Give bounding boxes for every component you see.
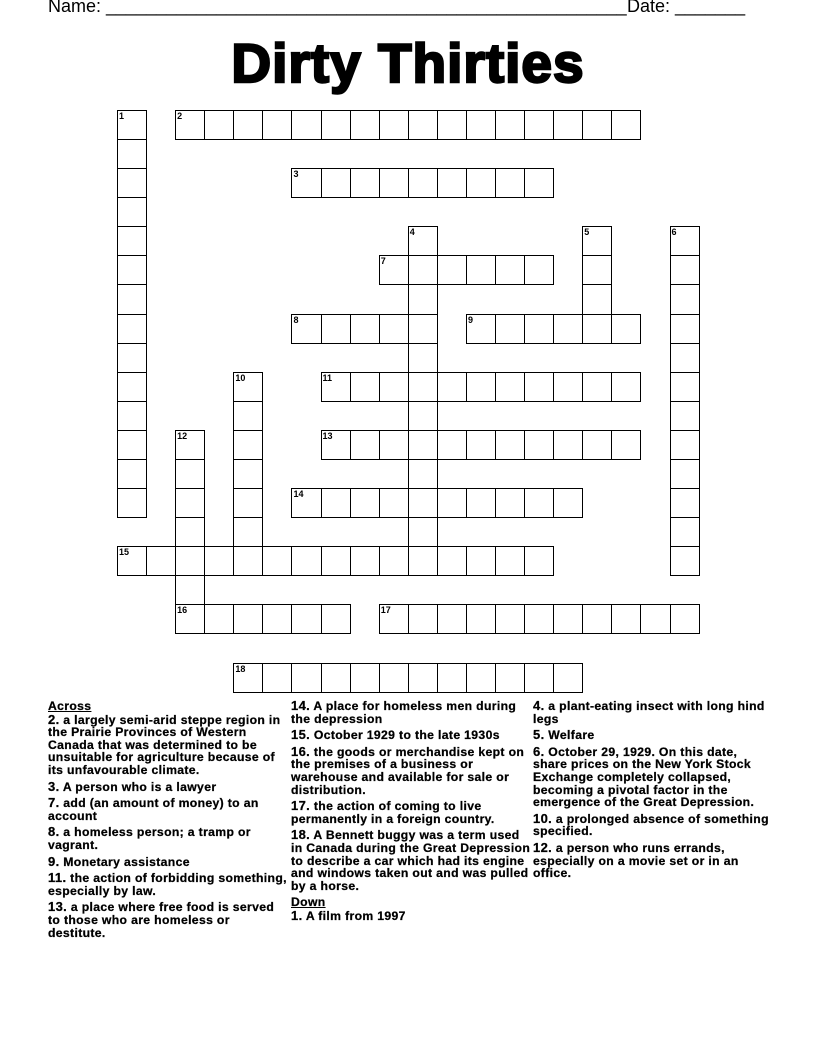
clue-across-13: 13. a place where free food is served to those who are homeless or destitute. xyxy=(48,899,275,940)
grid-cell[interactable] xyxy=(291,314,321,344)
grid-cell[interactable] xyxy=(350,663,380,693)
grid-cell[interactable] xyxy=(379,663,409,693)
grid-cell[interactable] xyxy=(233,401,263,431)
grid-cell[interactable] xyxy=(321,488,351,518)
grid-cell[interactable] xyxy=(611,372,641,402)
grid-cell[interactable] xyxy=(524,430,554,460)
grid-cell[interactable] xyxy=(495,663,525,693)
grid-cell[interactable] xyxy=(466,604,496,634)
grid-cell[interactable] xyxy=(670,284,700,314)
grid-cell[interactable] xyxy=(524,110,554,140)
grid-cell[interactable] xyxy=(670,430,700,460)
grid-cell[interactable] xyxy=(582,372,612,402)
grid-cell[interactable] xyxy=(379,604,409,634)
grid-cell[interactable] xyxy=(408,430,438,460)
grid-cell[interactable] xyxy=(466,255,496,285)
name-field[interactable] xyxy=(48,0,627,17)
clue-across-16: 16. the goods or merchandise kept on the premises of a business or warehouse and available for sale or distribution. xyxy=(291,743,525,797)
grid-cell[interactable] xyxy=(117,488,147,518)
grid-cell[interactable] xyxy=(321,314,351,344)
grid-cell[interactable] xyxy=(408,314,438,344)
grid-cell[interactable] xyxy=(117,314,147,344)
grid-cell[interactable] xyxy=(117,343,147,373)
clue-number: 15 xyxy=(119,547,130,558)
grid-cell[interactable] xyxy=(379,314,409,344)
grid-cell[interactable] xyxy=(262,110,292,140)
clue-number: 3 xyxy=(293,169,299,180)
grid-cell[interactable] xyxy=(350,546,380,576)
grid-cell[interactable] xyxy=(670,604,700,634)
grid-cell[interactable] xyxy=(146,546,176,576)
grid-cell[interactable] xyxy=(611,430,641,460)
grid-cell[interactable] xyxy=(670,459,700,489)
grid-cell[interactable] xyxy=(233,488,263,518)
grid-cell[interactable] xyxy=(495,110,525,140)
grid-cell[interactable] xyxy=(495,168,525,198)
grid-cell[interactable] xyxy=(321,110,351,140)
clue-number: 14 xyxy=(293,489,304,500)
grid-cell[interactable] xyxy=(437,604,467,634)
crossword-grid xyxy=(117,110,699,692)
grid-cell[interactable] xyxy=(291,663,321,693)
grid-cell[interactable] xyxy=(466,110,496,140)
clue-number: 13 xyxy=(322,430,333,441)
grid-cell[interactable] xyxy=(262,663,292,693)
clue-across-15: 15. October 1929 to the late 1930s xyxy=(291,727,500,743)
clue-down-5: 5. Welfare xyxy=(533,727,595,743)
grid-cell[interactable] xyxy=(437,255,467,285)
grid-cell[interactable] xyxy=(117,226,147,256)
grid-cell[interactable] xyxy=(524,168,554,198)
grid-cell[interactable] xyxy=(582,226,612,256)
grid-cell[interactable] xyxy=(495,488,525,518)
grid-cell[interactable] xyxy=(291,488,321,518)
grid-cell[interactable] xyxy=(524,372,554,402)
grid-cell[interactable] xyxy=(175,546,205,576)
grid-cell[interactable] xyxy=(291,110,321,140)
clue-number: 6 xyxy=(671,227,677,238)
grid-cell[interactable] xyxy=(670,372,700,402)
clue-across-7: 7. add (an amount of money) to an account xyxy=(48,795,259,823)
clue-number: 7 xyxy=(380,256,386,267)
grid-cell[interactable] xyxy=(117,430,147,460)
clue-number: 11 xyxy=(322,372,333,383)
clues-column-3 xyxy=(533,700,773,884)
grid-cell[interactable] xyxy=(379,168,409,198)
grid-cell[interactable] xyxy=(117,168,147,198)
grid-cell[interactable] xyxy=(437,488,467,518)
grid-cell[interactable] xyxy=(466,488,496,518)
grid-cell[interactable] xyxy=(379,488,409,518)
grid-cell[interactable] xyxy=(175,459,205,489)
grid-cell[interactable] xyxy=(204,110,234,140)
grid-cell[interactable] xyxy=(495,604,525,634)
grid-cell[interactable] xyxy=(524,663,554,693)
grid-cell[interactable] xyxy=(553,110,583,140)
grid-cell[interactable] xyxy=(640,604,670,634)
grid-cell[interactable] xyxy=(117,401,147,431)
grid-cell[interactable] xyxy=(233,372,263,402)
grid-cell[interactable] xyxy=(437,110,467,140)
grid-cell[interactable] xyxy=(291,168,321,198)
clue-number: 12 xyxy=(177,430,188,441)
grid-cell[interactable] xyxy=(466,168,496,198)
grid-cell[interactable] xyxy=(670,517,700,547)
clue-across-17: 17. the action of coming to live permanently in a foreign country. xyxy=(291,798,495,826)
grid-cell[interactable] xyxy=(408,343,438,373)
clue-number: 16 xyxy=(177,605,188,616)
clue-number: 8 xyxy=(293,314,299,325)
clue-number: 17 xyxy=(380,605,391,616)
grid-cell[interactable] xyxy=(582,110,612,140)
grid-cell[interactable] xyxy=(379,430,409,460)
clue-across-14: 14. A place for homeless men during the depression xyxy=(291,698,517,726)
grid-cell[interactable] xyxy=(670,314,700,344)
clue-down-12: 12. a person who runs errands, especially on a movie set or in an office. xyxy=(533,839,739,881)
grid-cell[interactable] xyxy=(379,110,409,140)
grid-cell[interactable] xyxy=(408,663,438,693)
grid-cell[interactable] xyxy=(233,604,263,634)
grid-cell[interactable] xyxy=(437,372,467,402)
grid-cell[interactable] xyxy=(117,284,147,314)
clue-across-8: 8. a homeless person; a tramp or vagrant. xyxy=(48,824,251,852)
grid-cell[interactable] xyxy=(582,604,612,634)
grid-cell[interactable] xyxy=(291,604,321,634)
grid-cell[interactable] xyxy=(466,372,496,402)
grid-cell[interactable] xyxy=(495,372,525,402)
clue-number: 2 xyxy=(177,111,183,121)
grid-cell[interactable] xyxy=(175,575,205,605)
grid-cell[interactable] xyxy=(670,226,700,256)
grid-cell[interactable] xyxy=(233,517,263,547)
grid-cell[interactable] xyxy=(553,372,583,402)
grid-cell[interactable] xyxy=(582,255,612,285)
date-line[interactable]: _______ xyxy=(675,0,746,16)
clue-across-2: 2. a largely semi-arid steppe region in the Prairie Provinces of Western Canada that was determined to be unsuitable for agriculture because of its unfavourable climate. xyxy=(48,711,281,777)
grid-cell[interactable] xyxy=(495,314,525,344)
grid-cell[interactable] xyxy=(117,546,147,576)
grid-cell[interactable] xyxy=(437,168,467,198)
grid-cell[interactable] xyxy=(262,604,292,634)
grid-cell[interactable] xyxy=(408,488,438,518)
grid-cell[interactable] xyxy=(233,110,263,140)
grid-cell[interactable] xyxy=(466,546,496,576)
clue-number: 5 xyxy=(584,227,590,238)
grid-cell[interactable] xyxy=(408,255,438,285)
clues-column-2 xyxy=(291,700,531,927)
grid-cell[interactable] xyxy=(350,488,380,518)
grid-cell[interactable] xyxy=(204,546,234,576)
clue-number: 10 xyxy=(235,372,246,383)
grid-cell[interactable] xyxy=(670,343,700,373)
grid-cell[interactable] xyxy=(437,663,467,693)
grid-cell[interactable] xyxy=(204,604,234,634)
grid-cell[interactable] xyxy=(524,255,554,285)
clue-number: 1 xyxy=(119,111,125,121)
grid-cell[interactable] xyxy=(524,546,554,576)
grid-cell[interactable] xyxy=(611,314,641,344)
grid-cell[interactable] xyxy=(582,284,612,314)
clue-across-11: 11. the action of forbidding something, especially by law. xyxy=(48,870,287,898)
grid-cell[interactable] xyxy=(670,546,700,576)
grid-cell[interactable] xyxy=(233,546,263,576)
grid-cell[interactable] xyxy=(350,372,380,402)
grid-cell[interactable] xyxy=(321,604,351,634)
grid-cell[interactable] xyxy=(670,255,700,285)
grid-cell[interactable] xyxy=(553,663,583,693)
grid-cell[interactable] xyxy=(553,604,583,634)
grid-cell[interactable] xyxy=(175,488,205,518)
grid-cell[interactable] xyxy=(611,110,641,140)
grid-cell[interactable] xyxy=(350,168,380,198)
grid-cell[interactable] xyxy=(553,314,583,344)
grid-cell[interactable] xyxy=(582,314,612,344)
grid-cell[interactable] xyxy=(379,255,409,285)
grid-cell[interactable] xyxy=(321,546,351,576)
grid-cell[interactable] xyxy=(408,546,438,576)
grid-cell[interactable] xyxy=(524,604,554,634)
name-line[interactable]: ____________________________________________________ xyxy=(106,0,627,16)
clue-number: 9 xyxy=(467,314,473,325)
grid-cell[interactable] xyxy=(350,110,380,140)
grid-cell[interactable] xyxy=(466,314,496,344)
grid-cell[interactable] xyxy=(408,459,438,489)
across-heading: Across xyxy=(48,699,92,713)
clue-across-18: 18. A Bennett buggy was a term used in Canada during the Great Depression to describe a car which had its engine and windows taken out and was pulled by a horse. xyxy=(291,827,531,893)
grid-cell[interactable] xyxy=(321,663,351,693)
grid-cell[interactable] xyxy=(408,401,438,431)
grid-cell[interactable] xyxy=(262,546,292,576)
page-title: Dirty Thirties xyxy=(231,32,585,94)
grid-cell[interactable] xyxy=(379,546,409,576)
grid-cell[interactable] xyxy=(175,604,205,634)
grid-cell[interactable] xyxy=(495,546,525,576)
grid-cell[interactable] xyxy=(553,488,583,518)
clue-number: 4 xyxy=(409,227,415,238)
date-field[interactable] xyxy=(627,0,745,17)
grid-cell[interactable] xyxy=(408,372,438,402)
grid-cell[interactable] xyxy=(117,372,147,402)
grid-cell[interactable] xyxy=(350,430,380,460)
grid-cell[interactable] xyxy=(233,430,263,460)
grid-cell[interactable] xyxy=(117,459,147,489)
grid-cell[interactable] xyxy=(175,110,205,140)
grid-cell[interactable] xyxy=(524,488,554,518)
grid-cell[interactable] xyxy=(582,430,612,460)
grid-cell[interactable] xyxy=(117,110,147,140)
grid-cell[interactable] xyxy=(175,517,205,547)
grid-cell[interactable] xyxy=(408,517,438,547)
grid-cell[interactable] xyxy=(117,139,147,169)
grid-cell[interactable] xyxy=(408,284,438,314)
grid-cell[interactable] xyxy=(495,430,525,460)
grid-cell[interactable] xyxy=(117,255,147,285)
clues-column-1 xyxy=(48,700,288,943)
grid-cell[interactable] xyxy=(495,255,525,285)
clue-across-3: 3. A person who is a lawyer xyxy=(48,778,217,794)
name-label: Name: xyxy=(48,0,102,16)
grid-cell[interactable] xyxy=(350,314,380,344)
grid-cell[interactable] xyxy=(233,459,263,489)
grid-cell[interactable] xyxy=(670,488,700,518)
grid-cell[interactable] xyxy=(408,226,438,256)
grid-cell[interactable] xyxy=(291,546,321,576)
grid-cell[interactable] xyxy=(321,372,351,402)
date-label: Date: xyxy=(627,0,671,16)
grid-cell[interactable] xyxy=(466,663,496,693)
clue-down-1: 1. A film from 1997 xyxy=(291,907,406,923)
grid-cell[interactable] xyxy=(611,604,641,634)
clue-down-6: 6. October 29, 1929. On this date, share prices on the New York Stock Exchange completely collapsed, becoming a pivotal factor in the emergence of the Great Depression. xyxy=(533,743,755,810)
grid-cell[interactable] xyxy=(233,663,263,693)
grid-cell[interactable] xyxy=(321,168,351,198)
grid-cell[interactable] xyxy=(408,604,438,634)
grid-cell[interactable] xyxy=(379,372,409,402)
grid-cell[interactable] xyxy=(175,430,205,460)
grid-cell[interactable] xyxy=(553,430,583,460)
clue-number: 18 xyxy=(235,663,246,674)
grid-cell[interactable] xyxy=(670,401,700,431)
grid-cell[interactable] xyxy=(466,430,496,460)
grid-cell[interactable] xyxy=(437,430,467,460)
grid-cell[interactable] xyxy=(408,168,438,198)
grid-cell[interactable] xyxy=(117,197,147,227)
clue-down-10: 10. a prolonged absence of something specified. xyxy=(533,810,769,839)
clue-down-4: 4. a plant-eating insect with long hind legs xyxy=(533,698,765,726)
grid-cell[interactable] xyxy=(524,314,554,344)
grid-cell[interactable] xyxy=(321,430,351,460)
grid-cell[interactable] xyxy=(437,546,467,576)
down-heading: Down xyxy=(291,895,326,910)
grid-cell[interactable] xyxy=(408,110,438,140)
clue-across-9: 9. Monetary assistance xyxy=(48,853,190,869)
